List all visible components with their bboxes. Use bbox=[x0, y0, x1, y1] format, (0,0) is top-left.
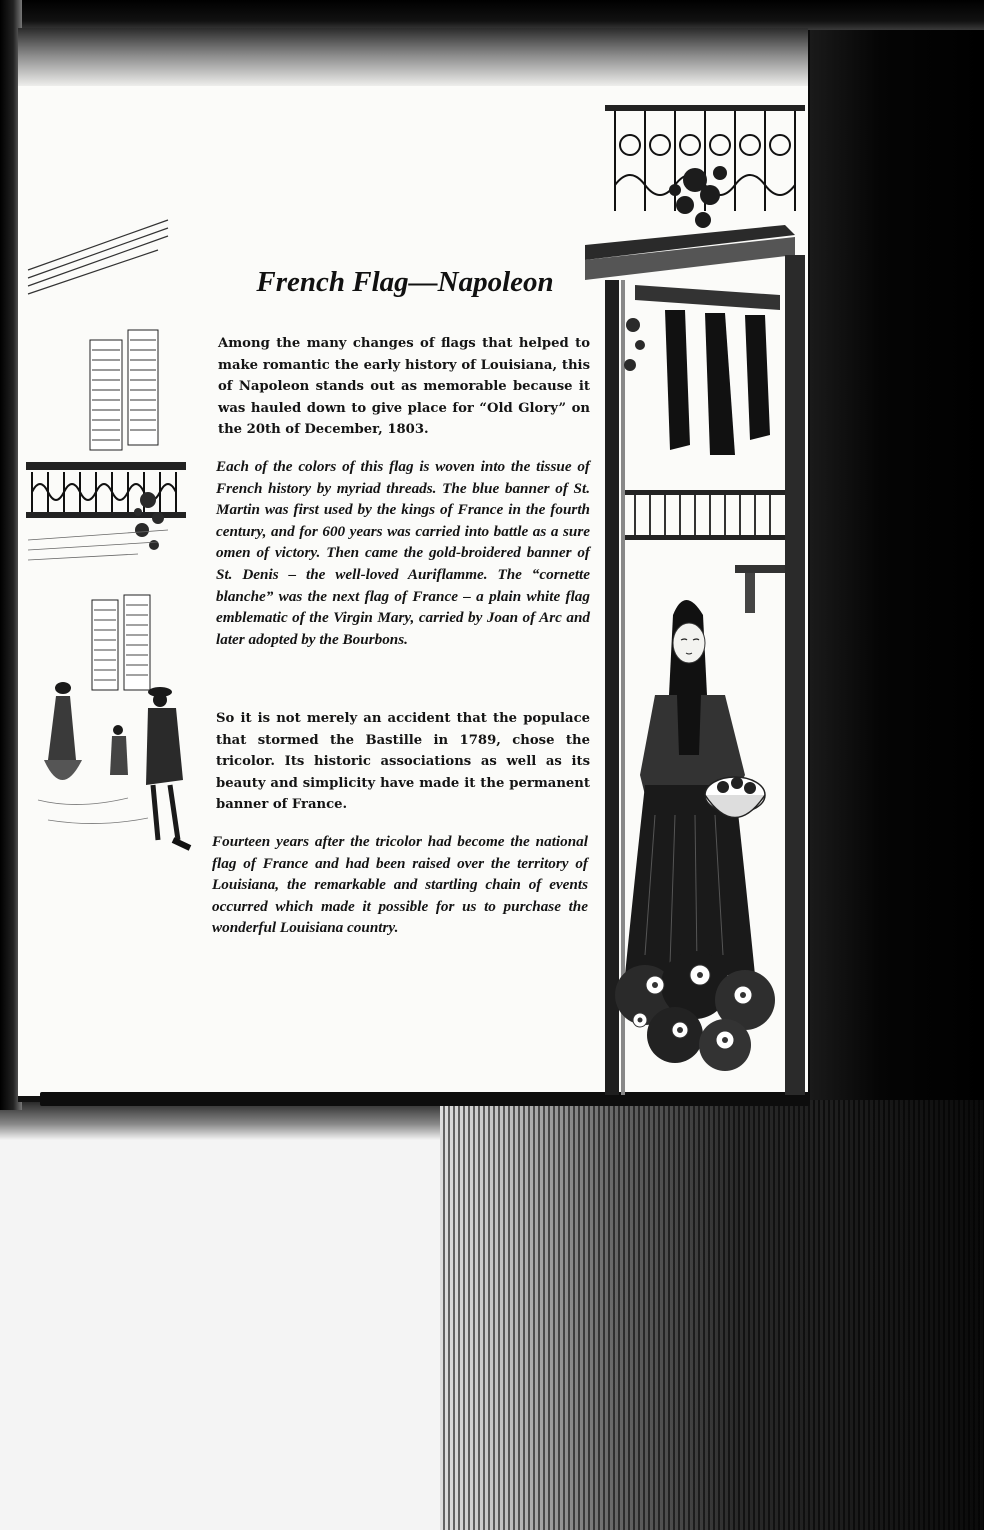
scan-top-band bbox=[0, 0, 984, 30]
left-street-illustration bbox=[18, 200, 208, 880]
scan-lower-left bbox=[0, 1100, 440, 1530]
paragraph-4: Fourteen years after the tricolor had become the national flag of France and had been raised over the territory of Louisiana, the remarkable and startling chain of events occurred which made it possible for us to purchase the wonderful Louisiana country. bbox=[212, 833, 588, 937]
scan-lower-shadow bbox=[0, 1100, 440, 1140]
page-title: French Flag—Napoleon bbox=[256, 266, 554, 298]
paragraph-3: So it is not merely an accident that the populace that stormed the Bastille in 1789, chose the tricolor. Its historic associations as well as its beauty and simplicity have made it the permanent banner of France. bbox=[216, 711, 590, 813]
paragraph-1: Among the many changes of flags that helped to make romantic the early history of Louisiana, this of Napoleon stands out as memorable because it was hauled down to give place for “Old Glory” on the 20th of December, 1803. bbox=[218, 336, 590, 438]
page-top-shadow bbox=[18, 28, 808, 88]
paragraph-2: Each of the colors of this flag is woven into the tissue of French history by myriad threads. The blue banner of St. Martin was first used by the kings of France in the fourth century, and for 600 years was carried into battle as a sure omen of victory. Then came the gold-broidered banner of St. Denis – the well-loved Auriflamme. The “cornette blanche” was the next flag of France – a plain white flag emblematic of the Virgin Mary, carried by Joan of Arc and later adopted by the Bourbons. bbox=[216, 458, 590, 648]
right-balcony-illustration bbox=[585, 95, 810, 1095]
